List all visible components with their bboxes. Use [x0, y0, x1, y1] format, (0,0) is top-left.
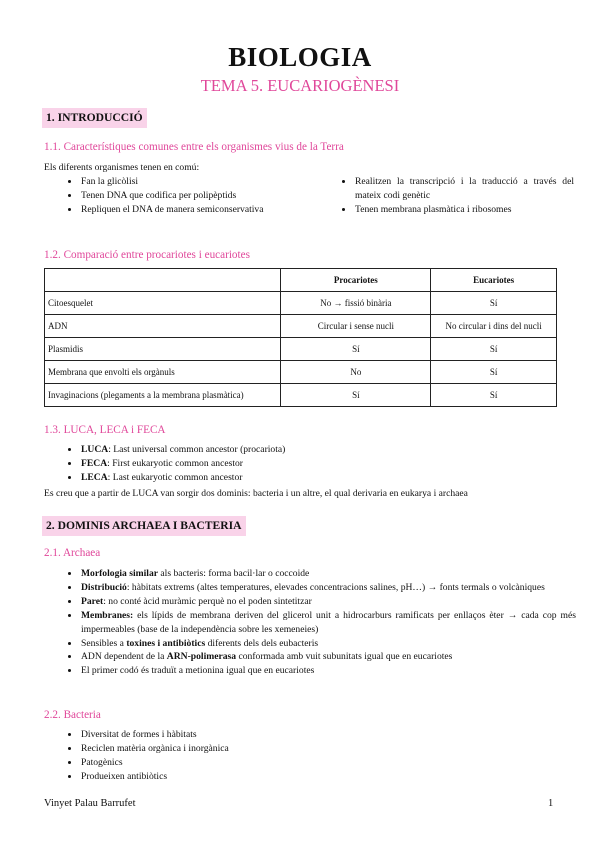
- table-cell: No → fissió binària: [281, 292, 431, 315]
- table-header-cell: Procariotes: [281, 269, 431, 292]
- description-post: diferents dels dels eubacteris: [205, 637, 319, 649]
- description: als bacteris: forma bacil·lar o coccoide: [158, 568, 310, 579]
- description-post: conformada amb vuit subunitats igual que en eucariotes: [236, 651, 453, 663]
- table-row: [45, 292, 557, 315]
- list-item: [80, 609, 576, 637]
- description: : no conté àcid muràmic perquè no el poden sintetitzar: [103, 595, 312, 607]
- description: : hàbitats extrems (altes temperatures, elevades concentracions salines, pH…) → fonts termals o volcàniques: [126, 581, 545, 593]
- table-row: [45, 315, 557, 338]
- section-heading-dominis: 2. DOMINIS ARCHAEA I BACTERIA: [42, 516, 246, 536]
- table-cell: Circular i sense nucli: [281, 315, 431, 338]
- table-cell: Sí: [431, 292, 557, 315]
- luca-paragraph: Es creu que a partir de LUCA van sorgir dos dominis: bacteria i un altre, el qual derivaria en eukarya i archaea: [44, 488, 468, 499]
- table-cell: Sí: [431, 338, 557, 361]
- subsection-heading-1-2: 1.2. Comparació entre procariotes i eucariotes: [44, 249, 250, 261]
- bacteria-list: [62, 728, 570, 784]
- description-pre: ADN dependent de la: [81, 651, 167, 663]
- list-item: • Realitzen la transcripció i la traducció a través del mateix codi genètic: [354, 175, 574, 203]
- list-item: [80, 650, 576, 664]
- table-header-cell: [45, 269, 281, 292]
- list-item: • Patogènics: [80, 756, 570, 770]
- term: Morfologia similar: [81, 568, 158, 579]
- description: : First eukaryotic common ancestor: [107, 457, 244, 469]
- list-item: • Reciclen matèria orgànica i inorgànica: [80, 742, 570, 756]
- archaea-list: [62, 567, 576, 678]
- table-header-cell: Eucariotes: [431, 269, 557, 292]
- subsection-heading-1-1: 1.1. Característiques comunes entre els organismes vius de la Terra: [44, 141, 344, 153]
- list-item: [80, 567, 576, 581]
- term: LUCA: [81, 444, 109, 455]
- ancestors-list: [62, 443, 570, 485]
- term: Membranes:: [81, 609, 134, 621]
- list-item: • Tenen membrana plasmàtica i ribosomes: [354, 203, 574, 217]
- table-row: [45, 361, 557, 384]
- term: Distribució: [81, 581, 127, 593]
- document-subtitle: TEMA 5. EUCARIOGÈNESI: [200, 76, 400, 95]
- term: LECA: [81, 471, 108, 483]
- description: : Last eukaryotic common ancestor: [107, 471, 243, 483]
- common-traits-list-right: [336, 175, 574, 217]
- table-cell: No circular i dins del nucli: [431, 315, 557, 338]
- document-title: BIOLOGIA: [228, 42, 372, 72]
- term: FECA: [81, 457, 108, 469]
- subsection-heading-2-1: 2.1. Archaea: [44, 547, 101, 559]
- list-item: • Fan la glicòlisi: [80, 175, 300, 189]
- table-header-row: [45, 269, 557, 292]
- comparison-table: [44, 268, 557, 407]
- table-cell: Sí: [431, 361, 557, 384]
- subsection-heading-1-3: 1.3. LUCA, LECA i FECA: [44, 424, 166, 436]
- table-cell: No: [281, 361, 431, 384]
- term: toxines i antibiòtics: [126, 637, 206, 649]
- list-item: • Diversitat de formes i hàbitats: [80, 728, 570, 742]
- table-cell: Plasmidis: [45, 338, 281, 361]
- list-item: [80, 637, 576, 651]
- table-cell: Sí: [281, 384, 431, 407]
- table-cell: Invaginacions (plegaments a la membrana plasmàtica): [45, 384, 281, 407]
- description-pre: Sensibles a: [81, 637, 127, 649]
- footer-author: Vinyet Palau Barrufet: [44, 798, 136, 809]
- list-item: • Produeixen antibiòtics: [80, 770, 570, 784]
- list-item: [80, 457, 570, 471]
- list-item: [80, 443, 570, 457]
- list-item: [80, 595, 576, 609]
- common-traits-list-left: [62, 175, 300, 217]
- table-cell: ADN: [45, 315, 281, 338]
- term: Paret: [81, 595, 104, 607]
- table-cell: Citoesquelet: [45, 292, 281, 315]
- list-item: [80, 581, 576, 595]
- description: : Last universal common ancestor (procariota): [108, 444, 286, 455]
- page-number: 1: [548, 798, 554, 809]
- list-item: [80, 471, 570, 485]
- table-cell: Membrana que envolti els orgànuls: [45, 361, 281, 384]
- table-cell: Sí: [281, 338, 431, 361]
- description: els lípids de membrana deriven del glicerol unit a hidrocarburs ramificats per enllaços èter → cada cop més impermeables (base de la independència sobre les xemeneies): [81, 609, 576, 635]
- table-row: [45, 338, 557, 361]
- list-item: • Repliquen el DNA de manera semiconservativa: [80, 203, 300, 217]
- term: ARN-polimerasa: [166, 651, 237, 663]
- intro-text: Els diferents organismes tenen en comú:: [44, 162, 200, 173]
- subsection-heading-2-2: 2.2. Bacteria: [44, 709, 101, 721]
- list-item: • El primer codó és traduït a metionina igual que en eucariotes: [80, 664, 576, 678]
- section-heading-introduccio: 1. INTRODUCCIÓ: [42, 108, 147, 128]
- table-cell: Sí: [431, 384, 557, 407]
- table-row: [45, 384, 557, 407]
- list-item: • Tenen DNA que codifica per polipèptids: [80, 189, 300, 203]
